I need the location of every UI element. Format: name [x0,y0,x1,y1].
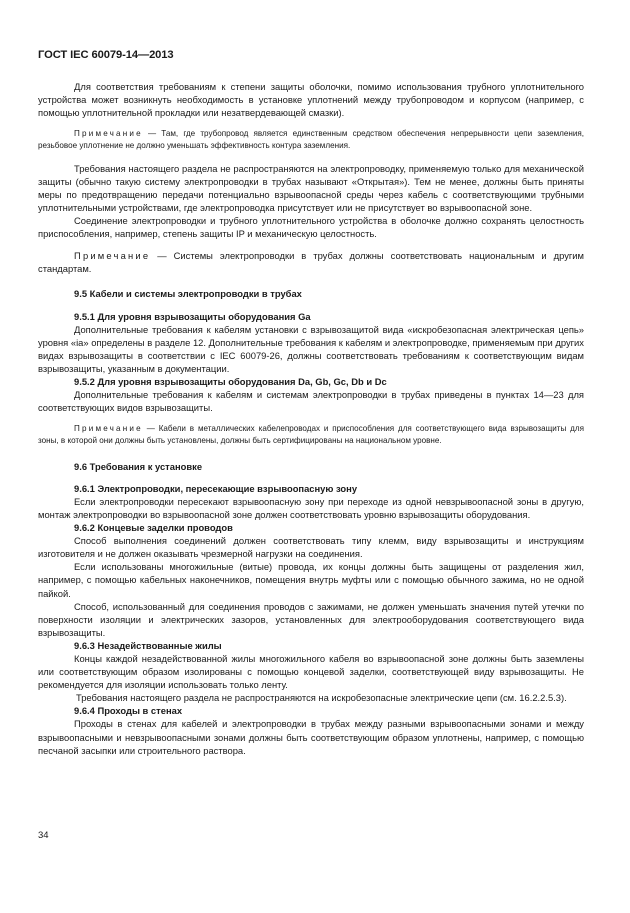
paragraph: Если электропроводки пересекают взрывоопасную зону при переходе из одной невзрывоопасной зоны в другую, монтаж электропроводки во взрывоопасной зоне должен соответствовать уровню взрывозащиты оборудования. [38,495,584,520]
note-label: Примечание [74,129,143,139]
paragraph: Требования настоящего раздела не распространяются на электропроводку, применяемую только для механической защиты (обычно такую систему электропроводки в трубах называют «Открытая»). Тем не менее, должны быть приняты меры по предотвращению передачи потенциально взрывоопасной среды через кабель с соответствующими трубными уплотнительными устройствами, где электропроводка присутствует или не присутствует во взрывоопасной зоне. [38,162,584,213]
paragraph: Проходы в стенах для кабелей и электропроводки в трубах между разными взрывоопасными зонами и между взрывоопасными и невзрывоопасными зонами должны быть соответствующим образом уплотнены, например, с помощью песчаной засыпки или строительного раствора. [38,718,584,756]
paragraph: Соединение электропроводки и трубного уплотнительного устройства в оболочке должно сохранять целостность приспособления, например, степень защиты IP и механическую целостность. [38,215,584,240]
page-number: 34 [38,830,49,841]
paragraph: Дополнительные требования к кабелям установки с взрывозащитой вида «искробезопасная электрическая цепь» уровня «ia» определены в разделе 12. Дополнительные требования к кабелям и электропроводке, применяемым при других видах взрывозащиты в соответствии с IEC 60079-26, должны соответствовать требованиям к соответствующим видам взрывозащиты, указанным в документации. [38,323,584,374]
subsection-heading: 9.5.2 Для уровня взрывозащиты оборудования Da, Gb, Gc, Db и Dc [74,376,387,387]
note-label: Примечание [74,250,151,262]
subsection-heading: 9.6.3 Незадействованные жилы [74,639,222,651]
paragraph: Способ, использованный для соединения проводов с зажимами, не должен уменьшать значения путей утечки по поверхности изоляции и электрических зазоров, установленных для электрооборудования соответствующего вида взрывозащиты. [38,600,584,638]
note-text: — Системы электропроводки в трубах должны соответствовать национальным и другим стандартам. [38,250,584,275]
paragraph: Способ выполнения соединений должен соответствовать типу клемм, виду взрывозащиты и инструкциям изготовителя и не должен оказывать чрезмерной нагрузки на соединения. [38,535,584,560]
page-header: ГОСТ IEC 60079-14—2013 [38,49,174,61]
paragraph: Требования настоящего раздела не распространяются на искробезопасные электрические цепи (см. 16.2.2.5.3). [76,692,567,704]
paragraph: Концы каждой незадействованной жилы многожильного кабеля во взрывоопасной зоне должны быть заземлены или соответствующим образом изолированы с помощью концевой заделки, соответствующей виду взрывозащиты. Не рекомендуется для изоляции использовать только ленту. [38,653,584,691]
note-label: Примечание [74,424,143,434]
paragraph: Дополнительные требования к кабелям и системам электропроводки в трубах приведены в пунктах 14—23 для соответствующих видов взрывозащиты. [38,389,584,414]
note [38,128,584,152]
paragraph: Для соответствия требованиям к степени защиты оболочки, помимо использования трубного уплотнительного устройства может возникнуть необходимость в установке уплотнений между трубопроводом и корпусом (например, с помощью уплотнительной прокладки или незатвердевающей смазки). [38,81,584,119]
note-text: — Кабели в металлических кабелепроводах и приспособления для соответствующего вида взрывозащиты для зоны, в которой они должны быть установлены, должны быть сертифицированы на национальном уровне. [38,424,584,446]
subsection-heading: 9.6.4 Проходы в стенах [74,705,183,717]
section-heading: 9.5 Кабели и системы электропроводки в трубах [74,288,302,300]
note [38,249,584,275]
subsection-heading: 9.6.1 Электропроводки, пересекающие взрывоопасную зону [74,482,358,494]
subsection-heading: 9.6.2 Концевые заделки проводов [74,522,233,534]
document-body [38,80,584,757]
section-heading: 9.6 Требования к установке [74,460,203,472]
paragraph: Если использованы многожильные (витые) провода, их концы должны быть защищены от разделения жил, например, с помощью кабельных наконечников, помещения внутрь муфты или с помощью обычного зажима, но не одной пайкой. [38,561,584,599]
note [38,423,584,447]
note-text: — Там, где трубопровод является единственным средством обеспечения непрерывности цепи заземления, резьбовое уплотнение не должно уменьшать эффективность контура заземления. [38,129,584,151]
subsection-heading: 9.5.1 Для уровня взрывозащиты оборудования Ga [74,310,311,322]
